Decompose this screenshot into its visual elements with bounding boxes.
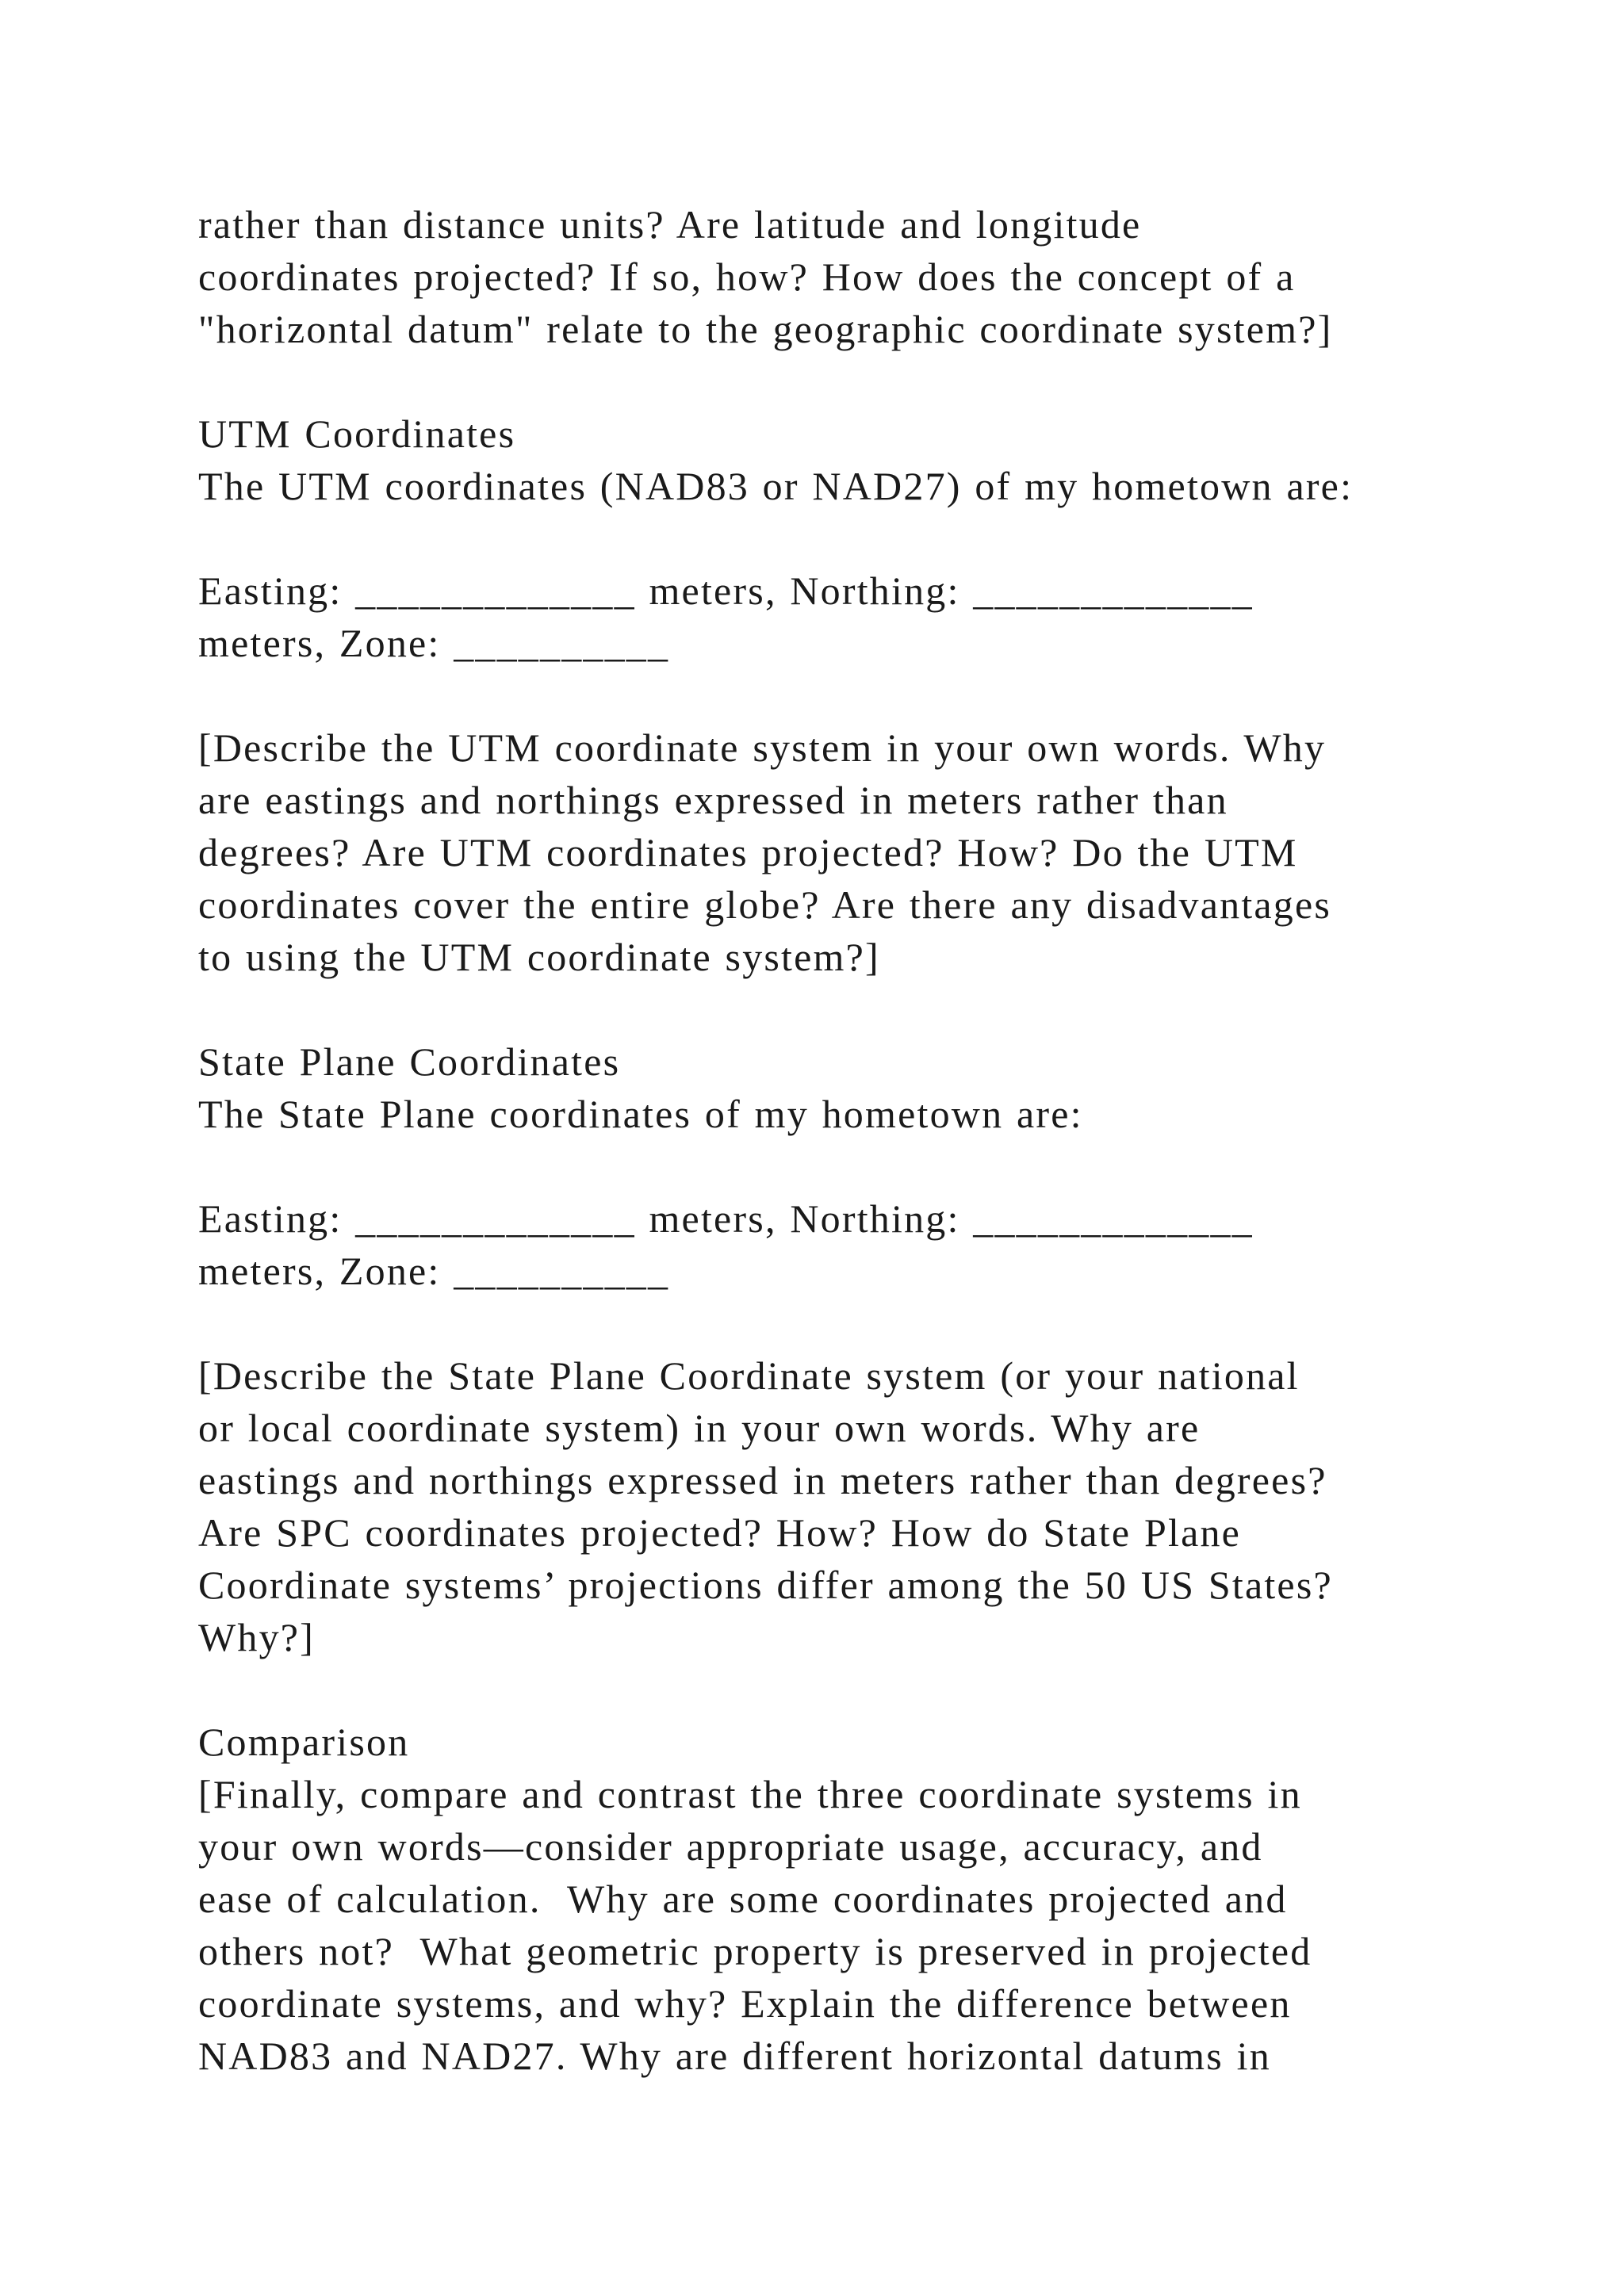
comparison-prompt-line: your own words—consider appropriate usage, accuracy, and [198,1824,1263,1869]
paragraph-gap [198,983,1546,1035]
utm-fields-line: Easting: _____________ meters, Northing: _____________ [198,568,1254,613]
comparison-prompt-line: coordinate systems, and why? Explain the difference between [198,1981,1292,2026]
spc-fields-line: Easting: _____________ meters, Northing: _____________ [198,1196,1254,1241]
intro-line: "horizontal datum" relate to the geographic coordinate system?] [198,307,1333,351]
utm-prompt-line: to using the UTM coordinate system?] [198,935,880,979]
intro-line: coordinates projected? If so, how? How does the concept of a [198,254,1296,299]
utm-heading: UTM Coordinates [198,411,516,456]
document-body [198,198,1546,2082]
paragraph-gap [198,355,1546,408]
spc-prompt-line: Coordinate systems’ projections differ among the 50 US States? [198,1563,1333,1607]
utm-prompt-line: degrees? Are UTM coordinates projected? How? Do the UTM [198,830,1298,874]
utm-fields-line: meters, Zone: __________ [198,621,670,665]
spc-prompt-line: Are SPC coordinates projected? How? How do State Plane [198,1510,1242,1555]
spc-prompt-line: eastings and northings expressed in meters rather than degrees? [198,1458,1327,1502]
paragraph-gap [198,512,1546,564]
comparison-prompt-line: others not? What geometric property is preserved in projected [198,1929,1312,1973]
utm-prompt-line: [Describe the UTM coordinate system in your own words. Why [198,725,1327,770]
spc-heading: State Plane Coordinates [198,1039,621,1084]
paragraph-gap [198,1297,1546,1349]
spc-statement: The State Plane coordinates of my hometown are: [198,1092,1083,1136]
spc-prompt-line: or local coordinate system) in your own words. Why are [198,1406,1201,1450]
intro-line: rather than distance units? Are latitude and longitude [198,202,1142,247]
spc-fields-line: meters, Zone: __________ [198,1249,670,1293]
spc-prompt-line: [Describe the State Plane Coordinate system (or your national [198,1353,1300,1398]
paragraph-gap [198,1140,1546,1192]
paragraph-gap [198,669,1546,721]
comparison-prompt-line: [Finally, compare and contrast the three coordinate systems in [198,1772,1302,1816]
utm-prompt-line: are eastings and northings expressed in meters rather than [198,778,1228,822]
utm-prompt-line: coordinates cover the entire globe? Are there any disadvantages [198,882,1332,927]
comparison-heading: Comparison [198,1720,410,1764]
comparison-prompt-line: NAD83 and NAD27. Why are different horizontal datums in [198,2034,1271,2078]
utm-statement: The UTM coordinates (NAD83 or NAD27) of my hometown are: [198,464,1354,508]
spc-prompt-line: Why?] [198,1615,316,1659]
comparison-prompt-line: ease of calculation. Why are some coordinates projected and [198,1877,1288,1921]
paragraph-gap [198,1663,1546,1716]
